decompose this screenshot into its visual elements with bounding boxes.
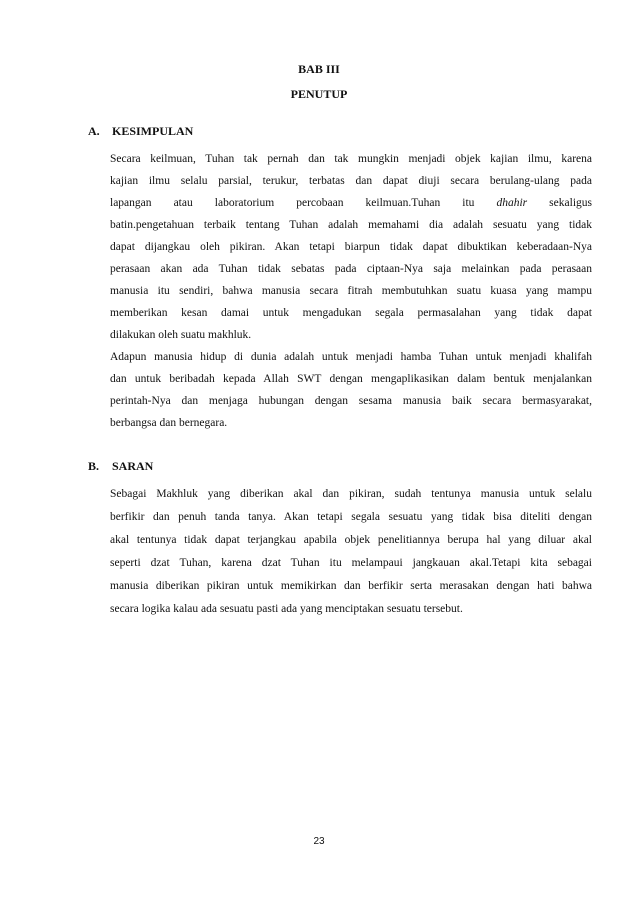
paragraph-line: memberikan kesan damai untuk mengadukan segala permasalahan yang tidak dapat	[110, 307, 592, 319]
italic-term: dhahir	[496, 197, 528, 209]
section-heading-saran	[88, 459, 153, 474]
chapter-title: BAB III	[298, 62, 340, 76]
paragraph-line: akal tentunya tidak dapat terjangkau apabila objek penelitiannya berupa hal yang diluar akal	[110, 534, 592, 546]
paragraph-line: Secara keilmuan, Tuhan tak pernah dan tak mungkin menjadi objek kajian ilmu, karena	[110, 153, 592, 165]
section-marker: B.	[88, 459, 100, 473]
paragraph-line: secara logika kalau ada sesuatu pasti ada yang menciptakan sesuatu tersebut.	[110, 603, 463, 615]
paragraph-line: Sebagai Makhluk yang diberikan akal dan pikiran, sudah tentunya manusia untuk selalu	[110, 488, 592, 500]
section-title: KESIMPULAN	[112, 124, 194, 138]
paragraph-line: kajian ilmu selalu parsial, terukur, terbatas dan dapat diuji secara berulang-ulang pada	[110, 175, 592, 187]
paragraph-line: dilakukan oleh suatu makhluk.	[110, 329, 252, 341]
section-title: SARAN	[112, 459, 154, 473]
paragraph-line: batin.pengetahuan terbaik tentang Tuhan adalah memahami dia adalah sesuatu yang tidak	[110, 219, 592, 231]
page-number: 23	[313, 836, 325, 847]
paragraph-line: perasaan akan ada Tuhan tidak sebatas pada ciptaan-Nya saja melainkan pada perasaan	[110, 263, 592, 275]
paragraph-line: manusia diberikan pikiran untuk memikirkan dan berfikir serta merasakan dengan hati bahwa	[110, 580, 592, 592]
paragraph-line: dan untuk beribadah kepada Allah SWT dengan mengaplikasikan dalam bentuk menjalankan	[110, 373, 592, 385]
chapter-subtitle: PENUTUP	[290, 87, 348, 101]
paragraph-line: berbangsa dan bernegara.	[110, 417, 228, 429]
paragraph-line: dapat dijangkau oleh pikiran. Akan tetapi biarpun tidak dapat dibuktikan keberadaan-Nya	[110, 241, 592, 253]
paragraph-line: berfikir dan penuh tanda tanya. Akan tetapi segala sesuatu yang tidak bisa diteliti dengan	[110, 511, 592, 523]
paragraph-line: seperti dzat Tuhan, karena dzat Tuhan itu melampaui jangkauan akal.Tetapi kita sebagai	[110, 557, 592, 569]
paragraph-line: perintah-Nya dan menjaga hubungan dengan sesama manusia baik secara bermasyarakat,	[110, 395, 592, 407]
paragraph-line: manusia itu sendiri, bahwa manusia secara fitrah membutuhkan suatu kuasa yang mampu	[110, 285, 592, 297]
paragraph-line: Adapun manusia hidup di dunia adalah untuk menjadi hamba Tuhan untuk menjadi khalifah	[110, 351, 592, 363]
section-heading-kesimpulan	[88, 124, 193, 139]
paragraph-line: lapangan atau laboratorium percobaan keilmuan.Tuhan itu dhahir sekaligus	[110, 197, 592, 209]
section-marker: A.	[88, 124, 100, 138]
